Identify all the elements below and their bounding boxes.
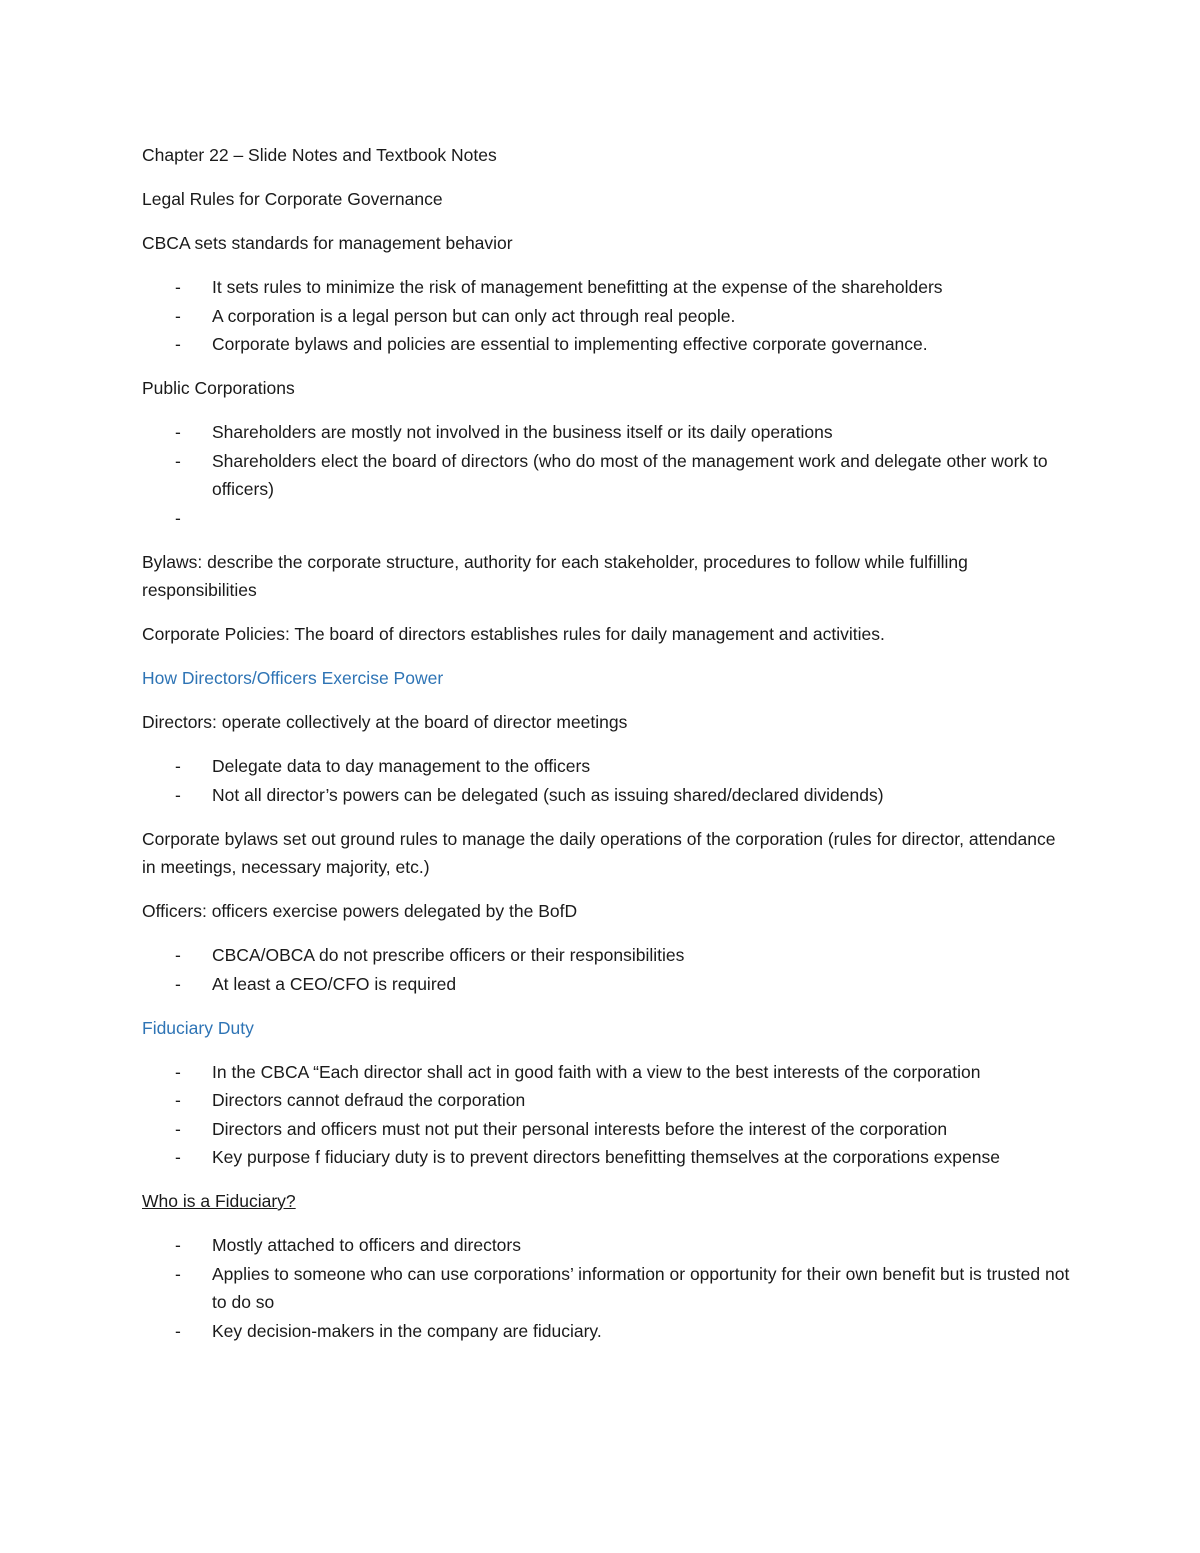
list-item: - CBCA/OBCA do not prescribe officers or their responsibilities xyxy=(142,941,1072,970)
list-item: - Directors and officers must not put their personal interests before the interest of the corporation xyxy=(142,1115,1072,1144)
bylaws-rules-paragraph: Corporate bylaws set out ground rules to manage the daily operations of the corporation (rules for director, attendance in meetings, necessary majority, etc.) xyxy=(142,828,1056,877)
section-heading-directors-officers-power: How Directors/Officers Exercise Power xyxy=(142,668,444,688)
list-item: - Mostly attached to officers and directors xyxy=(142,1231,1072,1260)
bylaws-paragraph: Bylaws: describe the corporate structure, authority for each stakeholder, procedures to follow while fulfilling responsibilities xyxy=(142,551,968,600)
list-item: - Not all director’s powers can be delegated (such as issuing shared/declared dividends) xyxy=(142,781,1072,810)
list-item: - Directors cannot defraud the corporation xyxy=(142,1086,1072,1115)
section-heading-legal-rules: Legal Rules for Corporate Governance xyxy=(142,189,443,209)
fiduciary-duty-bullet-list xyxy=(142,1058,1072,1172)
directors-paragraph: Directors: operate collectively at the board of director meetings xyxy=(142,712,628,732)
list-item: - At least a CEO/CFO is required xyxy=(142,970,1072,999)
list-item: - In the CBCA “Each director shall act in good faith with a view to the best interests of the corporation xyxy=(142,1058,1072,1087)
public-corporations-bullet-list xyxy=(142,418,1072,532)
list-item: - Shareholders elect the board of directors (who do most of the management work and delegate other work to officers) xyxy=(142,447,1072,504)
corporate-policies-paragraph: Corporate Policies: The board of directors establishes rules for daily management and activities. xyxy=(142,624,885,644)
cbca-intro-paragraph: CBCA sets standards for management behavior xyxy=(142,233,513,253)
cbca-bullet-list xyxy=(142,273,1072,359)
list-item: - Applies to someone who can use corporations’ information or opportunity for their own benefit but is trusted not to do so xyxy=(142,1260,1072,1317)
list-item-empty xyxy=(142,504,1072,533)
document-page xyxy=(142,141,1072,1361)
directors-bullet-list xyxy=(142,752,1072,809)
who-is-fiduciary-bullet-list xyxy=(142,1231,1072,1345)
officers-paragraph: Officers: officers exercise powers delegated by the BofD xyxy=(142,901,578,921)
list-item: - Shareholders are mostly not involved in the business itself or its daily operations xyxy=(142,418,1072,447)
document-title: Chapter 22 – Slide Notes and Textbook Notes xyxy=(142,145,497,165)
list-item: - Corporate bylaws and policies are essential to implementing effective corporate governance. xyxy=(142,330,1072,359)
list-item: - Key decision-makers in the company are fiduciary. xyxy=(142,1317,1072,1346)
section-heading-public-corporations: Public Corporations xyxy=(142,378,295,398)
section-heading-who-is-fiduciary: Who is a Fiduciary? xyxy=(142,1191,296,1211)
list-item: - A corporation is a legal person but can only act through real people. xyxy=(142,302,1072,331)
section-heading-fiduciary-duty: Fiduciary Duty xyxy=(142,1017,254,1038)
list-item: - Delegate data to day management to the officers xyxy=(142,752,1072,781)
officers-bullet-list xyxy=(142,941,1072,998)
list-item: - It sets rules to minimize the risk of management benefitting at the expense of the shareholders xyxy=(142,273,1072,302)
list-item: - Key purpose f fiduciary duty is to prevent directors benefitting themselves at the corporations expense xyxy=(142,1143,1072,1172)
